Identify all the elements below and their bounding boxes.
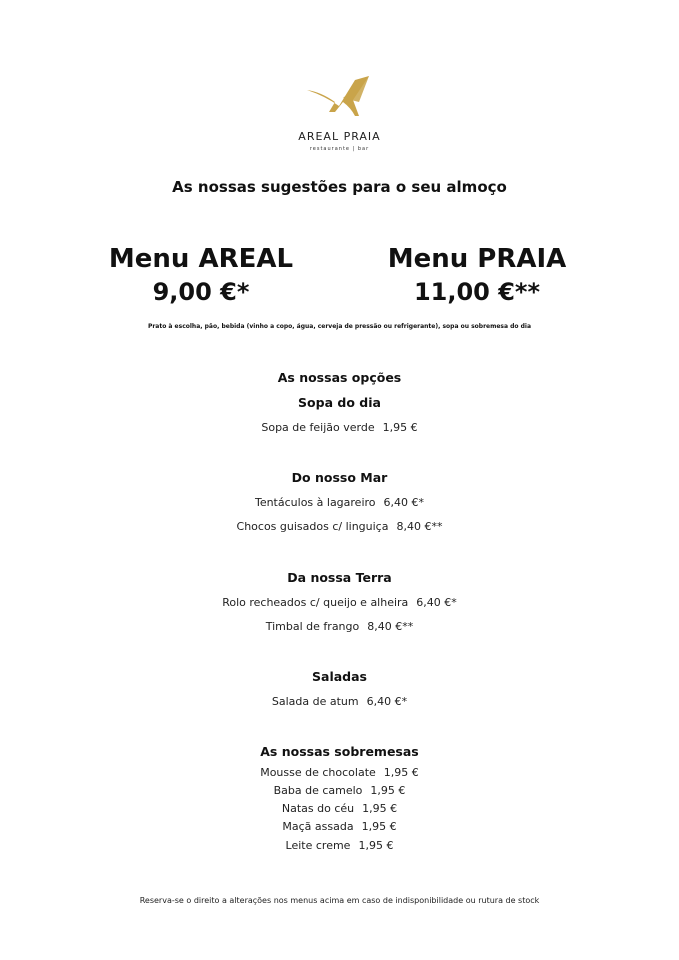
item-price: 1,95 € (361, 820, 397, 833)
brand-logo (0, 72, 679, 152)
item-name: Chocos guisados c/ linguiça (236, 520, 389, 533)
menu-item (0, 496, 679, 509)
menu-name: Menu AREAL (108, 244, 294, 274)
menu-item (0, 820, 679, 833)
terra-title: Da nossa Terra (287, 570, 392, 585)
item-name: Timbal de frango (265, 620, 360, 633)
item-price: 6,40 €* (416, 596, 457, 609)
item-name: Maçã assada (282, 820, 354, 833)
item-name: Sopa de feijão verde (261, 421, 375, 434)
item-name: Natas do céu (281, 802, 355, 815)
item-name: Rolo recheados c/ queijo e alheira (222, 596, 409, 609)
item-price: 1,95 € (382, 421, 418, 434)
item-name: Tentáculos à lagareiro (254, 496, 376, 509)
sopa-title: Sopa do dia (298, 395, 381, 410)
item-price: 1,95 € (383, 766, 419, 779)
options-title: As nossas opções (277, 370, 402, 385)
menu-includes-note: Prato à escolha, pão, bebida (vinho a copo, água, cerveja de pressão ou refrigerante), sopa ou sobremesa do dia (147, 323, 532, 330)
menu-item (0, 520, 679, 533)
saladas-title: Saladas (312, 669, 367, 684)
brand-name: AREAL PRAIA (298, 130, 381, 143)
menu-item (0, 839, 679, 852)
item-name: Mousse de chocolate (260, 766, 376, 779)
item-price: 8,40 €** (396, 520, 443, 533)
mar-title: Do nosso Mar (291, 470, 388, 485)
menu-item (0, 620, 679, 633)
item-price: 1,95 € (362, 802, 398, 815)
menu-name: Menu PRAIA (387, 244, 567, 274)
menu-item (0, 802, 679, 815)
menu-price: 9,00 €* (152, 278, 250, 306)
item-price: 1,95 € (370, 784, 406, 797)
item-price: 8,40 €** (367, 620, 414, 633)
menu-price: 11,00 €** (413, 278, 541, 306)
menu-areal (81, 242, 321, 308)
item-name: Baba de camelo (273, 784, 363, 797)
menu-praia (357, 242, 597, 308)
item-price: 1,95 € (358, 839, 394, 852)
brand-subtitle: restaurante | bar (309, 146, 370, 152)
item-name: Leite creme (285, 839, 351, 852)
sobremesas-title: As nossas sobremesas (260, 744, 419, 759)
footer-note: Reserva-se o direito a alterações nos menus acima em caso de indisponibilidade ou rutura de stock (139, 896, 540, 905)
item-price: 6,40 €* (383, 496, 425, 509)
menu-item (0, 421, 679, 434)
menu-item (0, 596, 679, 609)
menu-item (0, 695, 679, 708)
intro-heading: As nossas sugestões para o seu almoço (172, 178, 507, 196)
menu-item (0, 784, 679, 797)
item-price: 6,40 €* (366, 695, 408, 708)
item-name: Salada de atum (271, 695, 359, 708)
areal-praia-logo-icon (295, 72, 385, 128)
menu-item (0, 766, 679, 779)
